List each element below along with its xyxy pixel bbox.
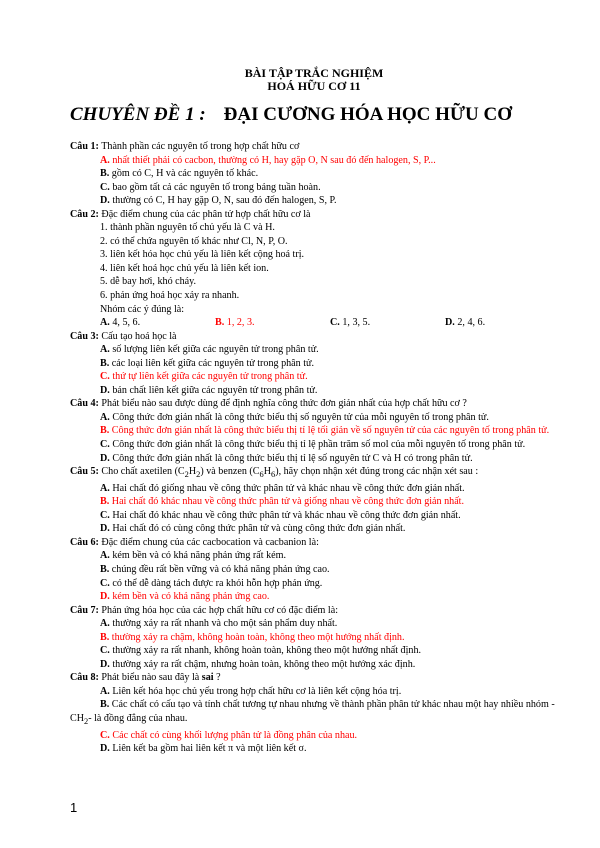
question-7 <box>70 604 560 618</box>
question-number: Câu 8: <box>70 672 99 684</box>
answer-option: B. 1, 2, 3. <box>215 317 255 329</box>
document-subtitle: HOÁ HỮU CƠ 11 <box>267 79 361 93</box>
chapter-heading <box>70 104 512 126</box>
answer-option: A. kém bền và có khả năng phản ứng rất kém. <box>100 550 286 562</box>
answer-option: A. Công thức đơn giản nhất là công thức biểu thị số nguyên tử của mỗi nguyên tố trong phân tử. <box>100 411 489 423</box>
question-number: Câu 5: <box>70 466 99 478</box>
question-number: Câu 3: <box>70 330 99 342</box>
answer-option: D. bản chất liên kết giữa các nguyên tử trong phân tử. <box>100 384 318 396</box>
statement-item: 3. liên kết hóa học chủ yếu là liên kết cộng hoá trị. <box>100 249 305 261</box>
question-text: Cấu tạo hoá học là <box>98 330 177 342</box>
page-number: 1 <box>70 800 78 815</box>
answer-row <box>70 316 560 330</box>
question-text: Phản ứng hóa học của các hợp chất hữu cơ có đặc điểm là: <box>98 604 338 616</box>
answer-option: D. Công thức đơn giản nhất là công thức biểu thị tỉ lệ số nguyên tử C và H có trong phân tử. <box>100 452 473 464</box>
question-text: Thành phần các nguyên tố trong hợp chất hữu cơ <box>98 141 300 152</box>
answer-option: B. chúng đều rất bền vững và có khả năng phản ứng cao. <box>100 563 330 575</box>
question-number: Câu 2: <box>70 208 99 220</box>
statement-item: 1. thành phần nguyên tố chủ yếu là C và H. <box>100 222 275 234</box>
answer-option: C. Các chất có cùng khối lượng phân tử là đồng phân của nhau. <box>100 729 358 741</box>
answer-option: D. Liên kết ba gồm hai liên kết π và một liên kết σ. <box>100 743 307 755</box>
question-text: Đặc điểm chung của các phân tử hợp chất hữu cơ là <box>98 208 311 220</box>
document-title: BÀI TẬP TRẮC NGHIỆM <box>244 66 384 80</box>
answer-option: C. Hai chất đó khác nhau về công thức phân tử và khác nhau về công thức đơn giản nhất. <box>100 509 461 521</box>
question-number: Câu 4: <box>70 398 99 410</box>
statement-item: 2. có thể chứa nguyên tố khác như Cl, N, P, O. <box>100 235 288 247</box>
answer-option: D. Hai chất đó có cùng công thức phân tử và cùng công thức đơn giản nhất. <box>100 523 406 535</box>
answer-option: D. kém bền và có khả năng phản ứng cao. <box>100 591 270 603</box>
chapter-label: CHUYÊN ĐỀ 1 : <box>70 104 206 125</box>
question-8: Câu 8: Phát biểu nào sau đây là sai ? <box>70 672 221 684</box>
question-text: Phát biểu nào sau được dùng để định nghĩa công thức đơn giản nhất của hợp chất hữu cơ ? <box>98 398 467 410</box>
question-number: Câu 6: <box>70 536 99 548</box>
question-6 <box>70 536 560 550</box>
question-text: Đặc điểm chung của các cacbocation và cacbanion là: <box>98 536 319 548</box>
answer-option: D. thường có C, H hay gặp O, N, sau đó đến halogen, S, P. <box>100 195 337 207</box>
answer-option: A. thường xảy ra rất nhanh và cho một sản phẩm duy nhất. <box>100 618 338 630</box>
answer-option: A. 4, 5, 6. <box>100 317 141 329</box>
statement-item: 5. dễ bay hơi, khó cháy. <box>100 276 197 288</box>
chapter-title: ĐẠI CƯƠNG HÓA HỌC HỮU CƠ <box>223 104 512 125</box>
emphasis-word: sai <box>201 672 214 684</box>
question-number: Câu 7: <box>70 604 99 616</box>
answer-option: B. Công thức đơn giản nhất là công thức biểu thị tỉ lệ tối giản về số nguyên tử của các nguyên tố trong phân tử. <box>100 425 550 437</box>
statement-item: 6. phản ứng hoá học xảy ra nhanh. <box>100 290 240 302</box>
question-number: Câu 1: <box>70 141 99 152</box>
answer-option: B. thường xảy ra chậm, không hoàn toàn, không theo một hướng nhất định. <box>100 631 405 643</box>
answer-option: C. thứ tự liên kết giữa các nguyên tử trong phân tử. <box>100 371 308 383</box>
answer-option: A. nhất thiết phải có cacbon, thường có H, hay gặp O, N sau đó đến halogen, S, P... <box>100 154 436 166</box>
answer-option: A. Hai chất đó giống nhau về công thức phân tử và khác nhau về công thức đơn giản nhất. <box>100 482 465 494</box>
question-5: Câu 5: Cho chất axetilen $(C_2H_2)$ và benzen $(C_6H_6)$, hãy chọn nhận xét đúng trong các nhận xét sau : <box>70 466 479 480</box>
answer-option: C. 1, 3, 5. <box>330 317 371 329</box>
question-4 <box>70 397 560 411</box>
answer-option: A. Liên kết hóa học chủ yếu trong hợp chất hữu cơ là liên kết cộng hóa trị. <box>100 685 402 697</box>
answer-option: C. thường xảy ra rất nhanh, không hoàn toàn, không theo một hướng nhất định. <box>100 645 422 657</box>
answer-option: C. Công thức đơn giản nhất là công thức biểu thị tỉ lệ phần trăm số mol của mỗi nguyên tố trong phân tử. <box>100 439 526 451</box>
answer-option: D. 2, 4, 6. <box>445 317 486 329</box>
answer-option: B. các loại liên kết giữa các nguyên tử trong phân tử. <box>100 357 315 369</box>
answer-option: A. số lượng liên kết giữa các nguyên tử trong phân tử. <box>100 344 319 356</box>
question-2 <box>70 208 560 222</box>
question-prompt: Nhóm các ý đúng là: <box>100 303 185 315</box>
answer-option: C. có thể dễ dàng tách được ra khỏi hỗn hợp phản ứng. <box>100 577 323 589</box>
answer-option: B. Hai chất đó khác nhau về công thức phân tử và giống nhau về công thức đơn giản nhất. <box>100 496 465 508</box>
answer-option: C. bao gồm tất cả các nguyên tố trong bảng tuần hoàn. <box>100 181 321 193</box>
question-1 <box>70 140 560 154</box>
question-list <box>70 140 560 756</box>
statement-item: 4. liên kết hoá học chủ yếu là liên kết ion. <box>100 262 269 274</box>
answer-option: B. Các chất có cấu tạo và tính chất tương tự nhau nhưng về thành phần phân tử khác nhau một hay nhiều nhóm $-CH_2-$ là đồng đẳng của nhau. <box>70 699 555 726</box>
answer-option: B. gồm có C, H và các nguyên tố khác. <box>100 168 259 180</box>
answer-option: D. thường xảy ra rất chậm, nhưng hoàn toàn, không theo một hướng xác định. <box>100 658 416 670</box>
question-3 <box>70 330 560 344</box>
